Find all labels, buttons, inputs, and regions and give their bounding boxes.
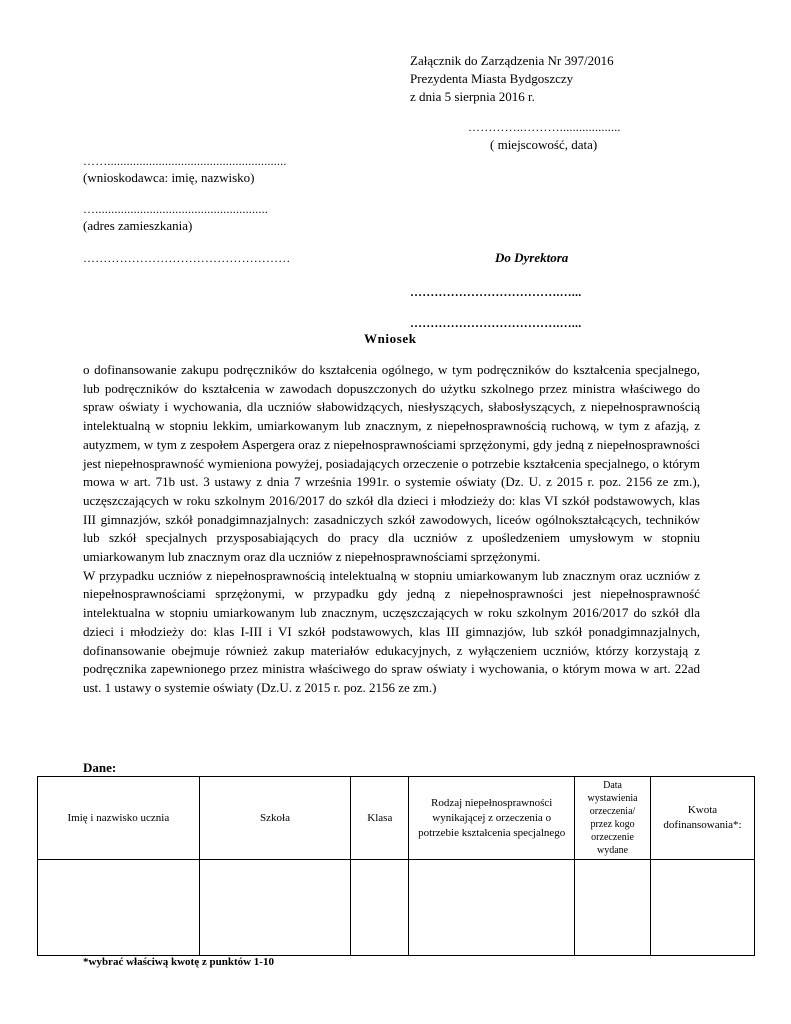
col-header-certificate-date: Data wystawienia orzeczenia/ przez kogo orzeczenie wydane	[575, 777, 651, 860]
address-field[interactable]: …......................................................	[83, 202, 268, 216]
place-date-field[interactable]: …………..………...................	[468, 120, 621, 134]
dane-label: Dane:	[83, 760, 117, 775]
annex-line-2: Prezydenta Miasta Bydgoszczy	[410, 71, 574, 86]
request-body	[83, 361, 700, 698]
annex-header	[410, 52, 614, 106]
annex-line-3: z dnia 5 sierpnia 2016 r.	[410, 89, 535, 104]
address-extra-field[interactable]: ……………………………………………	[83, 251, 291, 265]
cell-amount[interactable]	[651, 860, 755, 956]
col-header-amount: Kwota dofinansowania*:	[651, 777, 755, 860]
address-label: (adres zamieszkania)	[83, 218, 193, 233]
addressee-label: Do Dyrektora	[495, 250, 569, 265]
col-header-class: Klasa	[351, 777, 409, 860]
body-paragraph-2: W przypadku uczniów z niepełnosprawnością intelektualną w stopniu umiarkowanym lub znacznym oraz uczniów z niepełnosprawnościami sprzężonymi, w przypadku gdy jedną z niepełnosprawności jest niepełnosprawność intelektualna w stopniu umiarkowanym lub znacznym, uczęszczających w roku szkolnym 2016/2017 do szkół dla dzieci i młodzieży do: klas I-III i VI szkół podstawowych, klas III gimnazjów, lub szkół ponadgimnazjalnych, dofinansowanie obejmuje również zakup materiałów edukacyjnych, z wyłączeniem uczniów, którzy korzystają z podręcznika zapewnionego przez ministra właściwego do spraw oświaty i wychowania, o którym mowa w art. 22ad ust. 1 ustawy o systemie oświaty (Dz.U. z 2015 r. poz. 2156 ze zm.)	[83, 567, 700, 695]
annex-line-1: Załącznik do Zarządzenia Nr 397/2016	[410, 53, 614, 68]
place-date-label: ( miejscowość, data)	[490, 137, 598, 152]
cell-certificate-date[interactable]	[575, 860, 651, 956]
body-paragraph-1: o dofinansowanie zakupu podręczników do kształcenia ogólnego, w tym podręczników do kształcenia specjalnego, lub podręczników do kształcenia w zawodach dopuszczonych do użytku szkolnego przez ministra właściwego do spraw oświaty i wychowania, dla uczniów słabowidzących, niesłyszących, słabosłyszących, z niepełnosprawnością intelektualną w stopniu lekkim, umiarkowanym lub znacznym, z niepełnosprawnością ruchową, w tym z afazją, z autyzmem, w tym z zespołem Aspergera oraz z niepełnosprawnościami sprzężonymi, gdy jedną z niepełnosprawności jest niepełnosprawność wymieniona powyżej, posiadających orzeczenie o potrzebie kształcenia specjalnego, o którym mowa w art. 71b ust. 3 ustawy z dnia 7 września 1991r. o systemie oświaty (Dz. U. z 2015 r. poz. 2156 ze zm.), uczęszczających w roku szkolnym 2016/2017 do szkół dla dzieci i młodzieży do: klas VI szkół podstawowych, klas III gimnazjów, szkół ponadgimnazjalnych: zasadniczych szkół zawodowych, liceów ogólnokształcących, techników lub szkół specjalnych przysposabiających do pracy dla uczniów z upośledzeniem umysłowym w stopniu umiarkowanym lub znacznym oraz dla uczniów z niepełnosprawnościami sprzężonymi.	[83, 362, 700, 565]
applicant-name-field[interactable]: ……........................................................	[83, 154, 287, 168]
cell-school[interactable]	[199, 860, 351, 956]
cell-disability-type[interactable]	[409, 860, 575, 956]
document-title: Wniosek	[364, 331, 417, 346]
table-row	[38, 860, 755, 956]
cell-student-name[interactable]	[38, 860, 200, 956]
col-header-disability-type: Rodzaj niepełnosprawności wynikającej z orzeczenia o potrzebie kształcenia specjalnego	[409, 777, 575, 860]
addressee-field-1[interactable]: ……………………………….…...	[410, 285, 582, 299]
footnote: *wybrać właściwą kwotę z punktów 1-10	[83, 956, 274, 968]
table-header-row	[38, 777, 755, 860]
addressee-field-2[interactable]: ……………………………….…...	[410, 316, 582, 330]
col-header-school: Szkoła	[199, 777, 351, 860]
applicant-name-label: (wnioskodawca: imię, nazwisko)	[83, 170, 255, 185]
cell-class[interactable]	[351, 860, 409, 956]
col-header-student-name: Imię i nazwisko ucznia	[38, 777, 200, 860]
student-data-table	[37, 776, 755, 956]
